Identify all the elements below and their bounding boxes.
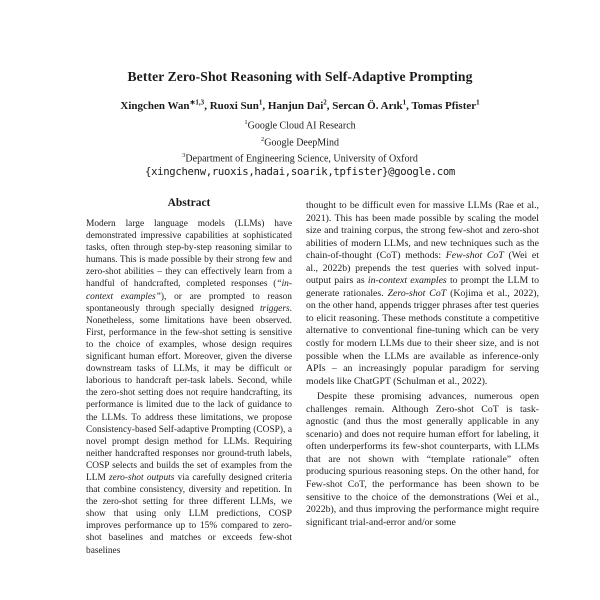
- author-name: Ruoxi Sun: [209, 99, 259, 112]
- abstract-heading: Abstract: [167, 197, 211, 209]
- author-separator: ,: [204, 99, 210, 112]
- abstract-segment: via carefully designed criteria that combine consistency, diversity and repetition. In the zero-shot setting for three different LLMs, we show that using only LLM predictions, COSP improves performance up to 15% compared to zero-shot baselines and matches or exceeds few-shot baselines: [86, 472, 292, 556]
- abstract-segment: triggers: [259, 303, 290, 314]
- author-separator: ,: [326, 99, 333, 112]
- author-affil-marker: 1: [258, 98, 263, 106]
- affiliation-line: [20, 133, 580, 150]
- affiliation-marker: 3: [182, 152, 186, 160]
- author-affil-marker: 2: [323, 98, 327, 106]
- author: [268, 100, 332, 112]
- intro-segment: (Kojima et al., 2022), on the other hand, appends trigger phrases after test queries to elicit reasoning. These methods constitute a competitive alternative to conventional fine-tuning which can be very costly for modern LLMs due to their sheer size, and is not possible when the LLMs are available as inference-only APIs – an increasingly popular paradigm for serving models like ChatGPT (Schulman et al., 2022).: [306, 287, 539, 387]
- abstract-segment: zero-shot outputs: [109, 472, 175, 483]
- abstract-segment: “in-context examples”: [86, 279, 292, 302]
- intro-segment: (Wei et al., 2022b) prepends the test queries with solved input-output pairs as: [306, 250, 540, 287]
- abstract-segment: Modern large language models (LLMs) have demonstrated impressive capabilities at sophisticated tasks, often through step-by-step reasoning similar to humans. This is made possible by their strong few and zero-shot abilities – they can effectively learn from a handful of handcrafted, completed responses (: [86, 219, 292, 290]
- author-separator: ,: [406, 99, 412, 112]
- paper-title: Better Zero-Shot Reasoning with Self-Adaptive Prompting: [127, 69, 473, 84]
- intro-segment: Zero-shot CoT: [387, 287, 447, 299]
- affiliation-line: [20, 116, 580, 133]
- author: [332, 100, 411, 112]
- right-column: [306, 200, 539, 529]
- affiliation-line: [20, 149, 580, 166]
- affiliation-text: Google DeepMind: [264, 137, 339, 149]
- intro-segment: to prompt the LLM to generate rationales.: [306, 275, 539, 299]
- intro-segment: thought to be difficult even for massive LLMs (Rae et al., 2021). This has been made possible by scaling the model size and training corpus, the strong few-shot and zero-shot abilities of modern LLMs, and new techniques such as the chain-of-thought (CoT) methods:: [306, 200, 539, 262]
- author-affil-marker: ∗1,3: [189, 98, 205, 106]
- author: [411, 100, 479, 112]
- author-emails: {xingchenw,ruoxis,hadai,soarik,tpfister}@google.com: [145, 166, 455, 179]
- affiliation-text: Google Cloud AI Research: [247, 120, 356, 132]
- author-affil-marker: 1: [476, 98, 480, 106]
- author-separator: ,: [262, 99, 268, 112]
- abstract-segment: ), or are prompted to reason spontaneously through specially designed: [86, 291, 292, 314]
- affiliation-marker: 2: [261, 135, 265, 143]
- author: [120, 100, 209, 112]
- affiliation-block: [20, 116, 580, 180]
- author-name: Xingchen Wan: [120, 99, 190, 112]
- intro-segment: in-context examples: [367, 275, 447, 287]
- left-column: [86, 197, 292, 557]
- author-name: Hanjun Dai: [267, 99, 324, 112]
- author-line: [20, 98, 580, 112]
- affiliation-text: Department of Engineering Science, University of Oxford: [185, 153, 418, 165]
- abstract-segment: . Nonetheless, some limitations have been observed. First, performance in the few-shot setting is sensitive to the choice of examples, whose design requires significant human effort. Moreover, given the diverse downstream tasks of LLMs, it may be difficult or laborious to handcraft per-task labels. Second, while the zero-shot setting does not require handcrafting, its performance is limited due to the lack of guidance to the LLMs. To address these limitations, we propose Consistency-based Self-adaptive Prompting (COSP), a novel prompt design method for LLMs. Requiring neither handcrafted responses nor ground-truth labels, COSP selects and builds the set of examples from the LLM: [86, 303, 292, 483]
- author: [210, 100, 268, 112]
- intro-segment: Few-shot CoT: [445, 250, 504, 262]
- intro-paragraph: Despite these promising advances, numerous open challenges remain. Although Zero-shot CoT is task-agnostic (and thus the most generally applicable in any scenario) and does not require human effort for labeling, it often underperforms its few-shot counterparts, with LLMs that are not shown with “template rationale” often producing spurious reasoning steps. On the other hand, for Few-shot CoT, the performance has been shown to be sensitive to the choice of the demonstrations (Wei et al., 2022b), and thus improving the performance might require significant trial-and-error and/or some: [306, 391, 539, 528]
- affiliation-marker: 1: [244, 119, 248, 126]
- author-name: Sercan Ö. Arık: [332, 99, 403, 112]
- author-affil-marker: 1: [402, 98, 407, 106]
- abstract-text: [86, 218, 292, 557]
- author-name: Tomas Pfister: [411, 99, 477, 112]
- intro-paragraph-continuation: [306, 200, 539, 388]
